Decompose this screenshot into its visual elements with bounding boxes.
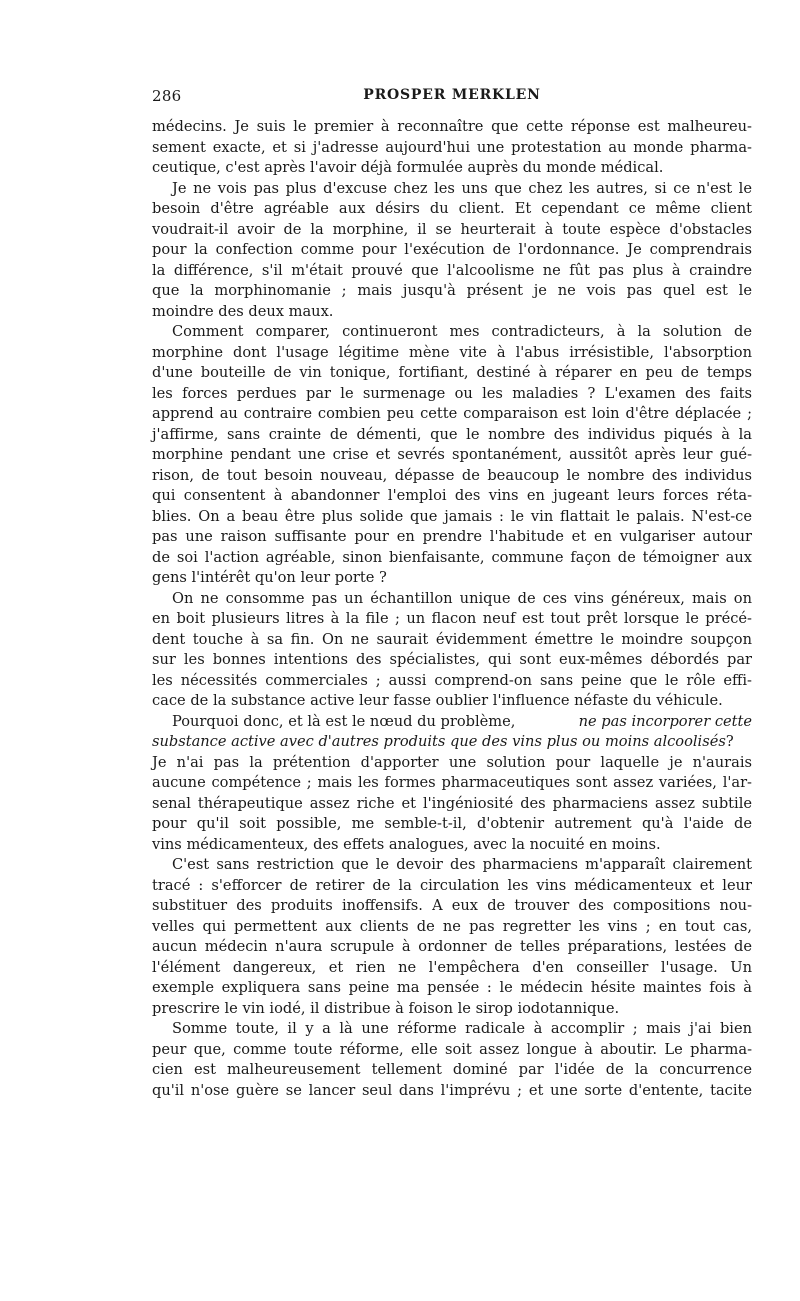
text-line: morphine dont l'usage légitime mène vite à l'abus irrésistible, l'absorption <box>152 343 752 361</box>
text-line: médecins. Je suis le premier à reconnaître que cette réponse est malheureu- <box>152 118 752 135</box>
page-number: 286 <box>152 87 182 105</box>
text-line: Comment comparer, continueront mes contradicteurs, à la solution de <box>172 323 752 340</box>
text-line <box>152 712 752 733</box>
text-line: exemple expliquera sans peine ma pensée : le médecin hésite maintes fois à <box>152 979 752 996</box>
text-line: pas une raison suffisante pour en prendre l'habitude et en vulgariser autour <box>152 528 752 545</box>
running-title: PROSPER MERKLEN <box>363 87 541 103</box>
text-line: en boit plusieurs litres à la file ; un flacon neuf est tout prêt lorsque le précé- <box>152 610 752 627</box>
text-line: dent touche à sa fin. On ne saurait évidemment émettre le moindre soupçon <box>152 630 752 648</box>
text-line: morphine pendant une crise et sevrés spontanément, aussitôt après leur gué- <box>152 446 752 463</box>
text-line: j'affirme, sans crainte de démenti, que le nombre des individus piqués à la <box>152 425 752 443</box>
text-line: vins médicamenteux, des effets analogues, avec la nocuité en moins. <box>152 835 661 853</box>
text-line: que la morphinomanie ; mais jusqu'à présent je ne vois pas quel est le <box>152 282 752 299</box>
text-line: ceutique, c'est après l'avoir déjà formulée auprès du monde médical. <box>152 159 664 176</box>
text-line <box>152 732 752 753</box>
text-line: sement exacte, et si j'adresse aujourd'hui une protestation au monde pharma- <box>152 138 752 156</box>
text-line: tracé : s'efforcer de retirer de la circulation les vins médicamenteux et leur <box>152 876 752 894</box>
italic-segment: ne pas incorporer cette <box>578 712 752 730</box>
text-line: cace de la substance active leur fasse oublier l'influence néfaste du véhicule. <box>152 692 723 709</box>
text-line: rison, de tout besoin nouveau, dépasse de beaucoup le nombre des individus <box>152 466 752 484</box>
text-line: C'est sans restriction que le devoir des pharmaciens m'apparaît clairement <box>172 856 752 873</box>
text-line: apprend au contraire combien peu cette comparaison est loin d'être déplacée ; <box>152 405 752 422</box>
text-line: besoin d'être agréable aux désirs du client. Et cependant ce même client <box>152 200 752 217</box>
text-line: cien est malheureusement tellement dominé par l'idée de la concurrence <box>152 1061 752 1078</box>
text-line: On ne consomme pas un échantillon unique de ces vins généreux, mais on <box>172 589 752 607</box>
text-line: la différence, s'il m'était prouvé que l'alcoolisme ne fût pas plus à craindre <box>152 261 752 279</box>
text-segment: Pourquoi donc, et là est le nœud du problème, <box>172 712 516 730</box>
text-line: voudrait-il avoir de la morphine, il se heurterait à toute espèce d'obstacles <box>152 220 752 238</box>
text-line: les forces perdues par le surmenage ou les maladies ? L'examen des faits <box>152 384 752 402</box>
text-line: de soi l'action agréable, sinon bienfaisante, commune façon de témoigner aux <box>152 548 752 566</box>
text-line: peur que, comme toute réforme, elle soit assez longue à aboutir. Le pharma- <box>152 1040 752 1058</box>
text-line: d'une bouteille de vin tonique, fortifiant, destiné à réparer en peu de temps <box>152 364 752 381</box>
text-line: qu'il n'ose guère se lancer seul dans l'imprévu ; et une sorte d'entente, tacite <box>152 1081 752 1099</box>
text-line: les nécessités commerciales ; aussi comprend-on sans peine que le rôle effi- <box>152 671 752 689</box>
text-line: velles qui permettent aux clients de ne pas regretter les vins ; en tout cas, <box>152 917 752 935</box>
text-line: aucune compétence ; mais les formes pharmaceutiques sont assez variées, l'ar- <box>152 774 752 791</box>
text-line: prescrire le vin iodé, il distribue à foison le sirop iodotannique. <box>152 999 620 1017</box>
text-line: Je ne vois pas plus d'excuse chez les uns que chez les autres, si ce n'est le <box>172 179 752 197</box>
text-line: sur les bonnes intentions des spécialistes, qui sont eux-mêmes débordés par <box>152 651 752 668</box>
text-line: substituer des produits inoffensifs. A eux de trouver des compositions nou- <box>152 897 752 914</box>
text-line: pour la confection comme pour l'exécution de l'ordonnance. Je comprendrais <box>152 241 752 258</box>
text-line: pour qu'il soit possible, me semble-t-il, d'obtenir autrement qu'à l'aide de <box>152 815 752 832</box>
text-line: gens l'intérêt qu'on leur porte ? <box>152 569 387 586</box>
text-line: Je n'ai pas la prétention d'apporter une solution pour laquelle je n'aurais <box>152 753 752 771</box>
italic-segment: substance active avec d'autres produits que des vins plus ou moins alcoolisés <box>152 733 726 750</box>
text-line: Somme toute, il y a là une réforme radicale à accomplir ; mais j'ai bien <box>172 1020 752 1037</box>
text-line: moindre des deux maux. <box>152 302 334 320</box>
text-line: blies. On a beau être plus solide que jamais : le vin flattait le palais. N'est-ce <box>152 507 752 525</box>
text-line: qui consentent à abandonner l'emploi des vins en jugeant leurs forces réta- <box>152 487 752 504</box>
body-text <box>152 117 752 1101</box>
text-segment: ? <box>725 733 734 750</box>
text-line: aucun médecin n'aura scrupule à ordonner de telles préparations, lestées de <box>152 938 752 955</box>
running-head <box>152 87 752 109</box>
text-line: senal thérapeutique assez riche et l'ingéniosité des pharmaciens assez subtile <box>152 794 752 812</box>
text-line: l'élément dangereux, et rien ne l'empêchera d'en conseiller l'usage. Un <box>152 958 752 976</box>
